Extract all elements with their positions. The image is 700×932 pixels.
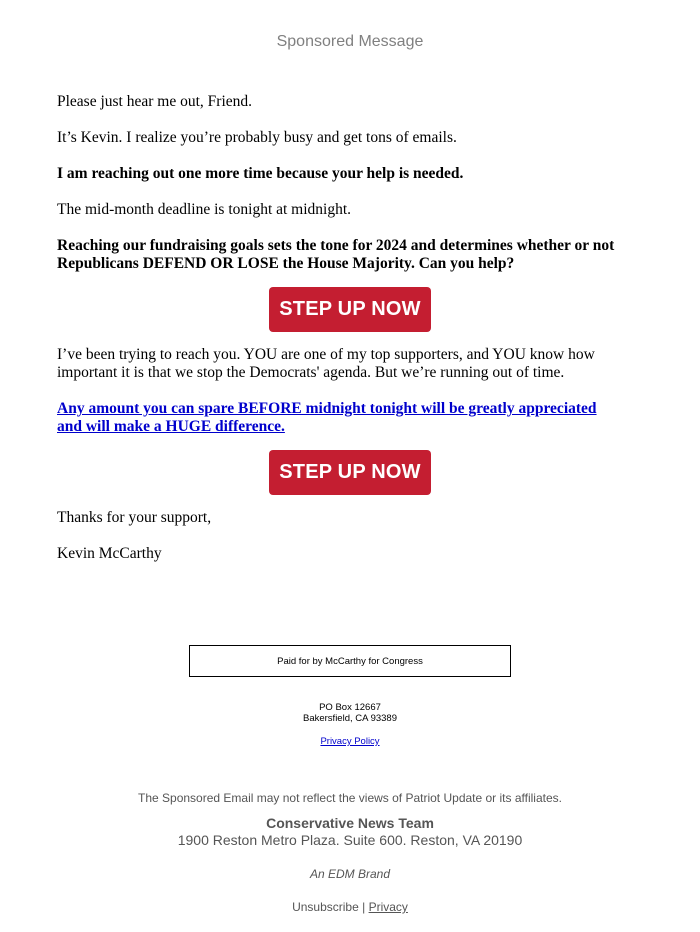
footer-team-name: Conservative News Team [266,815,434,831]
trying-line-1: I’ve been trying to reach you. YOU are one of my top supporters, and YOU know how [57,346,595,363]
po-box-text: PO Box 12667 [319,702,381,713]
footer-separator: | [362,900,366,914]
footer-disclaimer: The Sponsored Email may not reflect the views of Patriot Update or its affiliates. [138,791,562,805]
goals-line-1: Reaching our fundraising goals sets the tone for 2024 and determines whether or not [57,237,615,254]
thanks-text: Thanks for your support, [57,509,212,526]
signature-text: Kevin McCarthy [57,545,162,562]
step-up-now-button-2[interactable]: STEP UP NOW [269,450,431,495]
donation-link-paragraph[interactable] [57,400,647,436]
sponsored-message-label: Sponsored Message [276,33,424,50]
privacy-policy-row [0,736,700,747]
goals-line-2: Republicans DEFEND OR LOSE the House Majority. Can you help? [57,255,515,272]
donation-link-line-2[interactable]: and will make a HUGE difference. [57,418,285,435]
step-up-now-button-1[interactable]: STEP UP NOW [269,287,431,332]
city-text: Bakersfield, CA 93389 [302,713,397,724]
deadline-text: The mid-month deadline is tonight at midnight. [57,201,352,218]
paid-for-box [189,645,511,677]
reaching-out-text: I am reaching out one more time because your help is needed. [57,165,464,182]
donation-link-line-1[interactable]: Any amount you can spare BEFORE midnight tonight will be greatly appreciated [57,400,597,417]
paid-for-text: Paid for by McCarthy for Congress [277,655,423,667]
greeting-text: Please just hear me out, Friend. [57,93,252,110]
footer-privacy-link[interactable]: Privacy [368,900,408,914]
trying-paragraph [57,346,647,382]
privacy-policy-link[interactable]: Privacy Policy [320,736,380,747]
mailing-address [0,702,700,724]
footer-address: 1900 Reston Metro Plaza. Suite 600. Reston, VA 20190 [177,832,523,848]
trying-line-2: important it is that we stop the Democrats' agenda. But we’re running out of time. [57,364,565,381]
intro-text: It’s Kevin. I realize you’re probably busy and get tons of emails. [57,129,457,146]
footer-brand: An EDM Brand [309,867,391,881]
unsubscribe-link[interactable]: Unsubscribe [292,900,359,914]
goals-paragraph [57,237,647,273]
footer-links [0,900,700,914]
